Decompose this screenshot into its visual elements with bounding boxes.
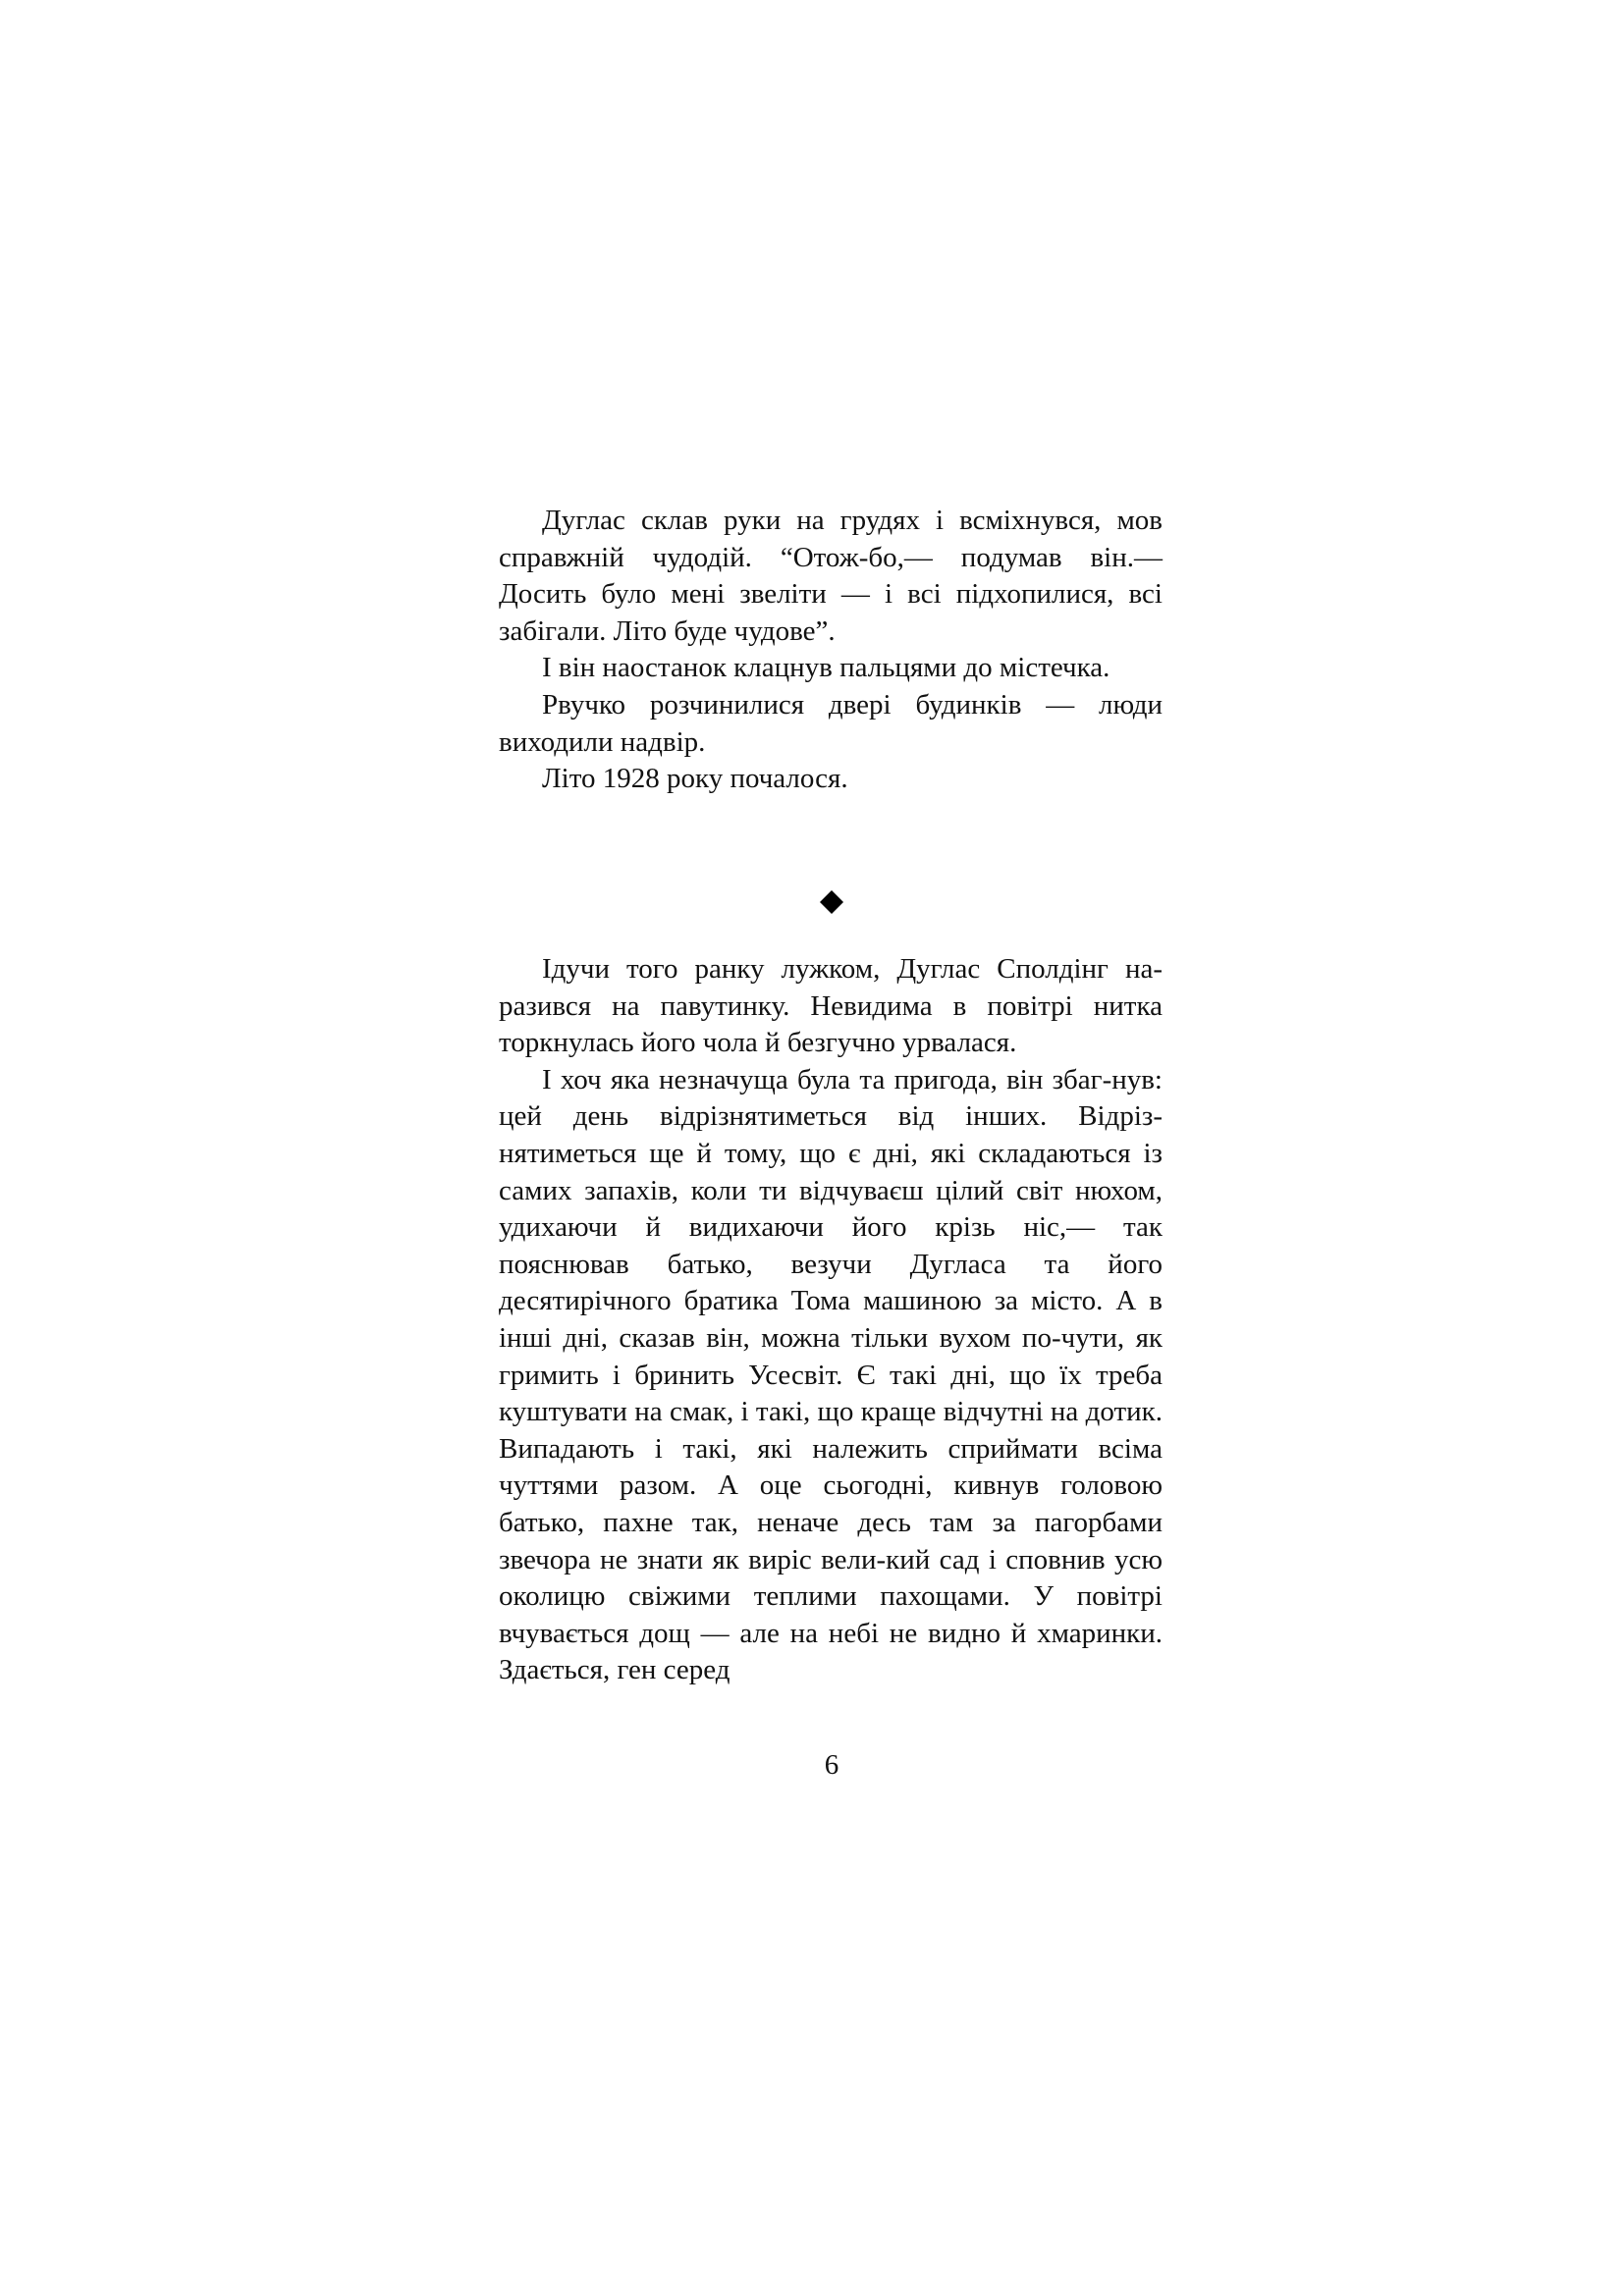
paragraph: І він наостанок клацнув пальцями до містечка. (542, 652, 1110, 684)
page-number: 6 (824, 1749, 839, 1781)
paragraph: Рвучко розчинилися двері будинків — люди виходили надвір. (499, 688, 1163, 758)
paragraph: Літо 1928 року почалося. (542, 763, 848, 795)
paragraph: Дуглас склав руки на грудях і всміхнувся, мов справжній чудодій. “Отож-бо,— подумав він.— Досить було мені звеліти — і всі підхопилися, всі забігали. Літо буде чудове”. (499, 505, 1163, 647)
text-section-2 (499, 951, 1163, 1689)
diamond-icon (820, 890, 843, 914)
paragraph: І хоч яка незначуща була та пригода, він збаг-нув: цей день відрізнятиметься від інших. Відріз-нятиметься ще й тому, що є дні, які складаються із самих запахів, коли ти відчуваєш цілий світ нюхом, удихаючи й видихаючи його крізь ніс,— так пояснював батько, везучи Дугласа та його десятирічного братика Тома машиною за місто. А в інші дні, сказав він, можна тільки вухом по-чути, як гримить і бринить Усесвіт. Є такі дні, що їх треба куштувати на смак, і такі, що краще відчутні на дотик. Випадають і такі, які належить сприймати всіма чуттями разом. А оце сьогодні, кивнув головою батько, пахне так, неначе десь там за пагорбами звечора не знати як виріс вели-кий сад і сповнив усю околицю свіжими теплими пахощами. У повітрі вчувається дощ — але на небі не видно й хмаринки. Здається, ген серед (499, 1063, 1163, 1686)
text-section-1 (499, 503, 1163, 798)
paragraph: Ідучи того ранку лужком, Дуглас Сполдінг на-разився на павутинку. Невидима в повітрі нитка торкнулась його чола й безгучно урвалася. (499, 953, 1163, 1059)
